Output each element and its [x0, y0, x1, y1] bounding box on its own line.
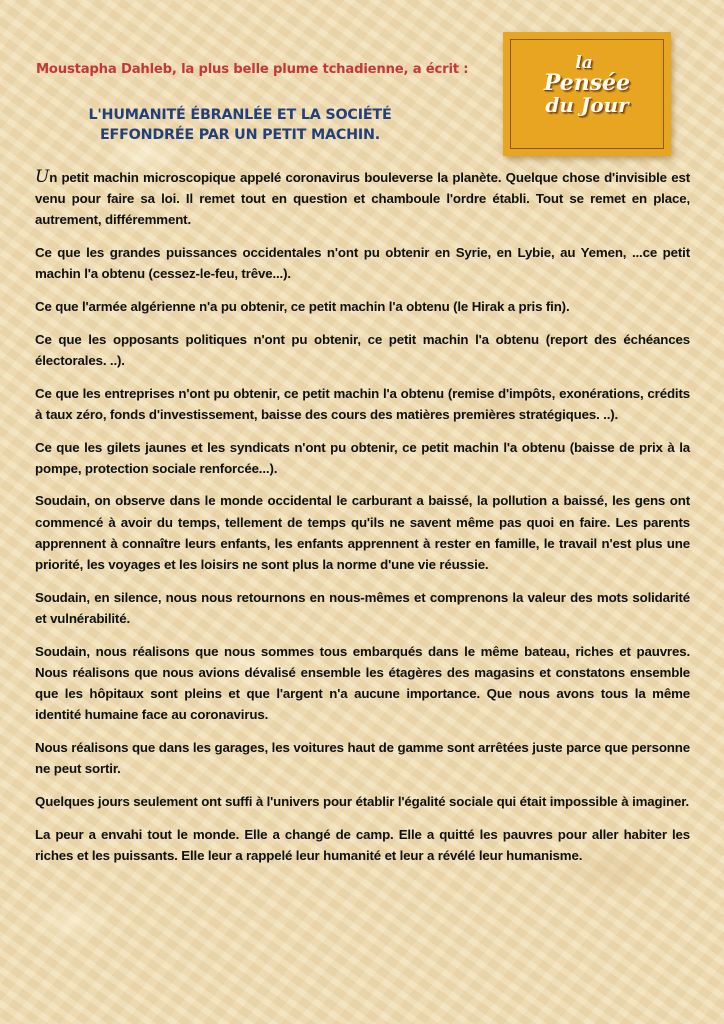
paragraph: Ce que l'armée algérienne n'a pu obtenir, ce petit machin l'a obtenu (le Hirak a pris fin).	[35, 299, 570, 315]
paragraph: Ce que les grandes puissances occidentales n'ont pu obtenir en Syrie, en Lybie, au Yemen, ...ce petit machin l'a obtenu (cessez-le-feu, trêve...).	[35, 245, 690, 282]
article-body	[35, 167, 690, 877]
paragraph: Quelques jours seulement ont suffi à l'univers pour établir l'égalité sociale qui était impossible à imaginer.	[35, 793, 690, 809]
paragraph: Ce que les gilets jaunes et les syndicats n'ont pu obtenir, ce petit machin l'a obtenu (baisse de prix à la pompe, protection sociale renforcée...).	[35, 439, 690, 476]
title-line-2: EFFONDRÉE PAR UN PETIT MACHIN.	[99, 127, 381, 143]
paragraph: Ce que les opposants politiques n'ont pu obtenir, ce petit machin l'a obtenu (report des échéances électorales. ..).	[35, 331, 690, 368]
paragraph: Nous réalisons que dans les garages, les voitures haut de gamme sont arrêtées juste parce que personne ne peut sortir.	[35, 739, 690, 777]
paragraph: Soudain, nous réalisons que nous sommes tous embarqués dans le même bateau, riches et pauvres. Nous réalisons que nous avions dévalisé ensemble les étagères des magasins et constatons ensemble que les hôpitaux sont pleins et que l'argent n'a aucune importance. Que nous avons tous la même identité humaine face au coronavirus.	[35, 643, 690, 723]
paragraph-1-text: n petit machin microscopique appelé coronavirus bouleverse la planète. Quelque chose d'invisible est venu pour faire sa loi. Il remet tout en question et chamboule l'ordre établi. Tout se remet en place, autrement, différemment.	[35, 170, 690, 228]
logo-line-la: la	[575, 53, 593, 73]
author-line: Moustapha Dahleb, la plus belle plume tchadienne, a écrit :	[36, 62, 469, 77]
drop-cap: U	[35, 167, 50, 187]
logo-line-pensee: Pensée	[543, 70, 631, 96]
paragraph: La peur a envahi tout le monde. Elle a changé de camp. Elle a quitté les pauvres pour aller habiter les riches et les puissants. Elle leur a rappelé leur humanité et leur a révélé leur humanisme.	[35, 826, 690, 863]
pensee-du-jour-logo	[503, 32, 671, 156]
paragraph: Soudain, en silence, nous nous retournons en nous-mêmes et comprenons la valeur des mots solidarité et vulnérabilité.	[35, 589, 690, 626]
logo-text	[503, 54, 671, 116]
logo-line-du-jour: du Jour	[545, 93, 629, 117]
article-title	[60, 105, 420, 145]
title-line-1: L'HUMANITÉ ÉBRANLÉE ET LA SOCIÉTÉ	[88, 107, 392, 123]
paragraph: Ce que les entreprises n'ont pu obtenir, ce petit machin l'a obtenu (remise d'impôts, exonérations, crédits à taux zéro, fonds d'investissement, baisse des cours des matières premières stratégiques. ..).	[35, 385, 690, 422]
paragraph: Soudain, on observe dans le monde occidental le carburant a baissé, la pollution a baissé, les gens ont commencé à avoir du temps, tellement de temps qu'ils ne savent même pas quoi en faire. Les parents apprennent à connaître leurs enfants, les enfants apprennent à rester en famille, le travail n'est plus une priorité, les voyages et les loisirs ne sont plus la norme d'une vie réussie.	[35, 493, 690, 573]
paragraph-1	[35, 167, 690, 231]
